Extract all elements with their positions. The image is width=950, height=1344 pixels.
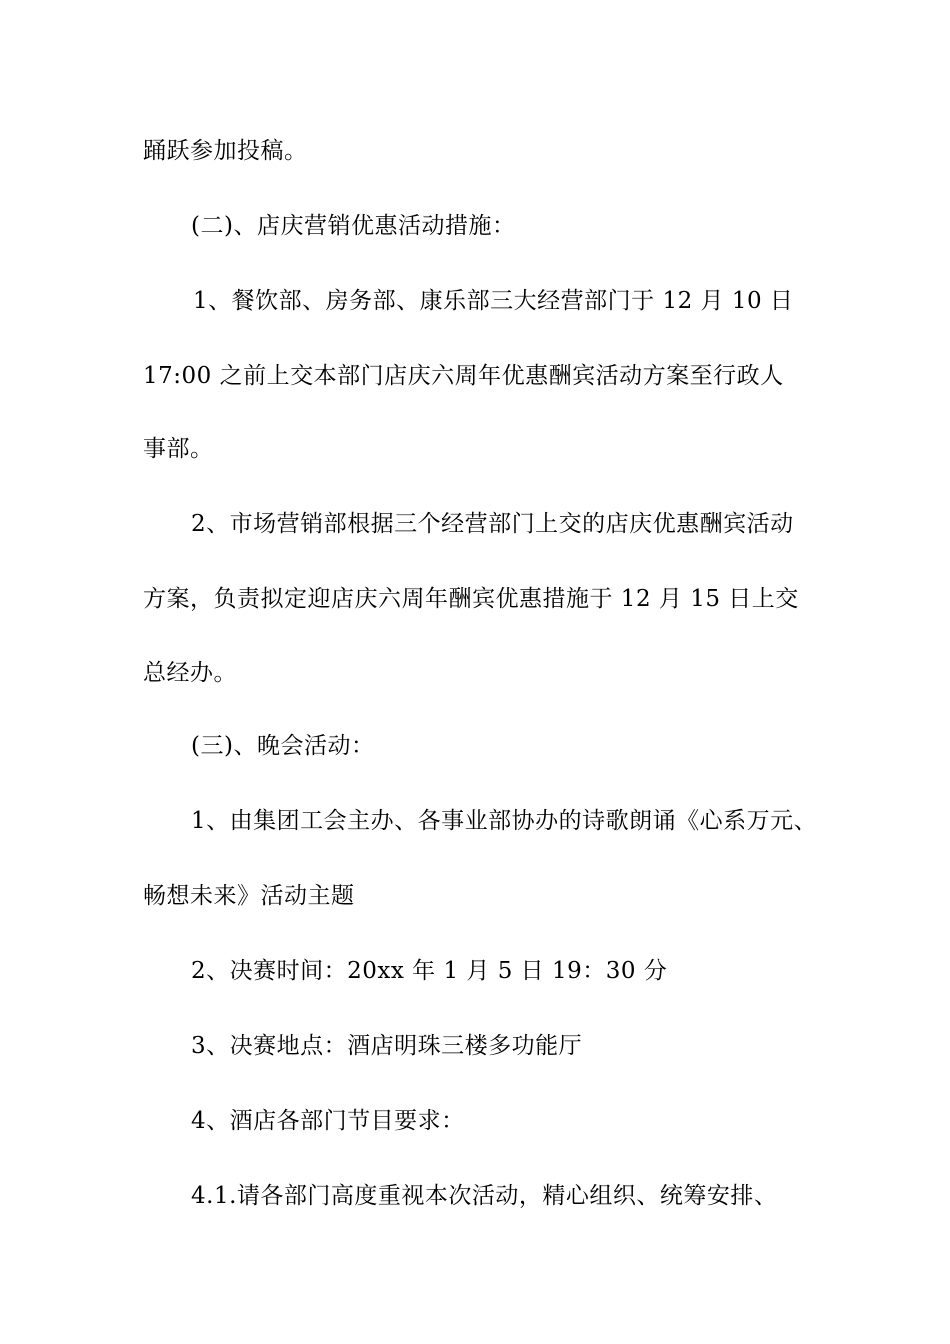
- paragraph-line: 事部。: [143, 436, 214, 462]
- paragraph-line: 2、市场营销部根据三个经营部门上交的店庆优惠酬宾活动: [191, 511, 794, 537]
- paragraph-line: 2、决赛时间：20xx 年 1 月 5 日 19：30 分: [191, 958, 668, 984]
- paragraph-line: 4.1.请各部门高度重视本次活动，精心组织、统筹安排、: [191, 1183, 778, 1209]
- paragraph-line: 1、由集团工会主办、各事业部协办的诗歌朗诵《心系万元、: [191, 808, 818, 834]
- paragraph-line: 畅想未来》活动主题: [143, 883, 355, 909]
- paragraph-line: 总经办。: [143, 660, 237, 686]
- paragraph-line: 3、决赛地点：酒店明珠三楼多功能厅: [191, 1033, 583, 1059]
- paragraph-line: 方案，负责拟定迎店庆六周年酬宾优惠措施于 12 月 15 日上交: [143, 586, 799, 612]
- section-heading: (二)、店庆营销优惠活动措施：: [191, 213, 516, 239]
- paragraph-line: 4、酒店各部门节目要求：: [191, 1108, 465, 1134]
- paragraph-line: 17:00 之前上交本部门店庆六周年优惠酬宾活动方案至行政人: [143, 363, 784, 389]
- paragraph-line: 踊跃参加投稿。: [143, 138, 308, 164]
- paragraph-line: 1、餐饮部、房务部、康乐部三大经营部门于 12 月 10 日: [193, 288, 794, 314]
- section-heading: (三)、晚会活动：: [191, 733, 375, 759]
